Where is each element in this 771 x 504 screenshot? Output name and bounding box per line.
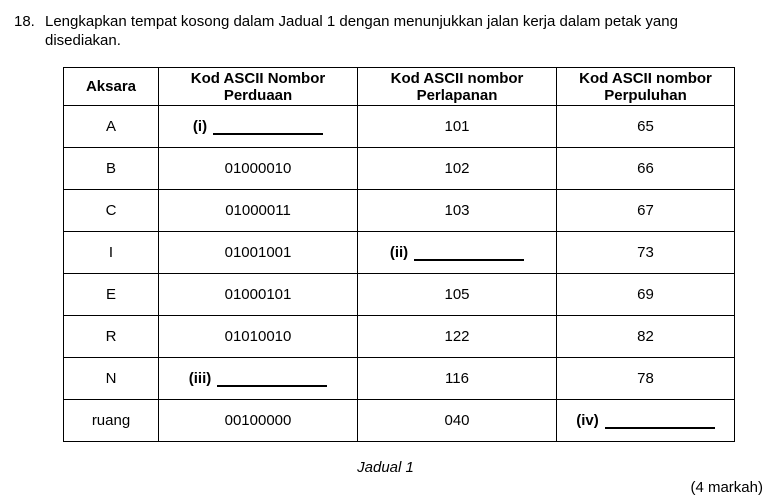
decimal-cell: 65 bbox=[557, 106, 735, 148]
blank-label: (i) bbox=[192, 118, 208, 135]
table-row bbox=[64, 232, 735, 274]
decimal-cell: 66 bbox=[557, 148, 735, 190]
answer-blank-ii[interactable] bbox=[358, 232, 557, 274]
header-binary: Kod ASCII Nombor Perduaan bbox=[159, 68, 358, 106]
binary-cell: 01001001 bbox=[159, 232, 358, 274]
char-cell: R bbox=[64, 316, 159, 358]
char-cell: ruang bbox=[64, 400, 159, 442]
header-aksara: Aksara bbox=[64, 68, 159, 106]
binary-cell: 01000101 bbox=[159, 274, 358, 316]
decimal-cell: 69 bbox=[557, 274, 735, 316]
binary-cell: 01000011 bbox=[159, 190, 358, 232]
header-decimal: Kod ASCII nombor Perpuluhan bbox=[557, 68, 735, 106]
decimal-cell: 67 bbox=[557, 190, 735, 232]
char-cell: B bbox=[64, 148, 159, 190]
binary-cell: 01010010 bbox=[159, 316, 358, 358]
octal-cell: 040 bbox=[358, 400, 557, 442]
decimal-cell: 78 bbox=[557, 358, 735, 400]
char-cell: E bbox=[64, 274, 159, 316]
answer-line[interactable] bbox=[217, 373, 327, 387]
char-cell: A bbox=[64, 106, 159, 148]
question-text: Lengkapkan tempat kosong dalam Jadual 1 dengan menunjukkan jalan kerja dalam petak yang disediakan. bbox=[45, 13, 678, 49]
char-cell: I bbox=[64, 232, 159, 274]
question-number: 18. bbox=[14, 13, 35, 30]
table-row bbox=[64, 400, 735, 442]
table-caption: Jadual 1 bbox=[357, 459, 414, 476]
answer-blank-iii[interactable] bbox=[159, 358, 358, 400]
binary-cell: 00100000 bbox=[159, 400, 358, 442]
marks-label: (4 markah) bbox=[690, 479, 763, 496]
ascii-table bbox=[63, 67, 735, 442]
octal-cell: 101 bbox=[358, 106, 557, 148]
octal-cell: 122 bbox=[358, 316, 557, 358]
blank-label: (iii) bbox=[188, 370, 212, 387]
blank-label: (iv) bbox=[576, 412, 599, 429]
decimal-cell: 73 bbox=[557, 232, 735, 274]
char-cell: N bbox=[64, 358, 159, 400]
table-row bbox=[64, 316, 735, 358]
octal-cell: 116 bbox=[358, 358, 557, 400]
answer-line[interactable] bbox=[213, 121, 323, 135]
table-row bbox=[64, 106, 735, 148]
octal-cell: 102 bbox=[358, 148, 557, 190]
answer-blank-iv[interactable] bbox=[557, 400, 735, 442]
answer-line[interactable] bbox=[605, 415, 715, 429]
octal-cell: 103 bbox=[358, 190, 557, 232]
table-row bbox=[64, 148, 735, 190]
answer-blank-i[interactable] bbox=[159, 106, 358, 148]
table-row bbox=[64, 358, 735, 400]
octal-cell: 105 bbox=[358, 274, 557, 316]
answer-line[interactable] bbox=[414, 247, 524, 261]
char-cell: C bbox=[64, 190, 159, 232]
table-header-row bbox=[64, 68, 735, 106]
binary-cell: 01000010 bbox=[159, 148, 358, 190]
blank-label: (ii) bbox=[389, 244, 409, 261]
decimal-cell: 82 bbox=[557, 316, 735, 358]
header-octal: Kod ASCII nombor Perlapanan bbox=[358, 68, 557, 106]
table-row bbox=[64, 190, 735, 232]
table-row bbox=[64, 274, 735, 316]
